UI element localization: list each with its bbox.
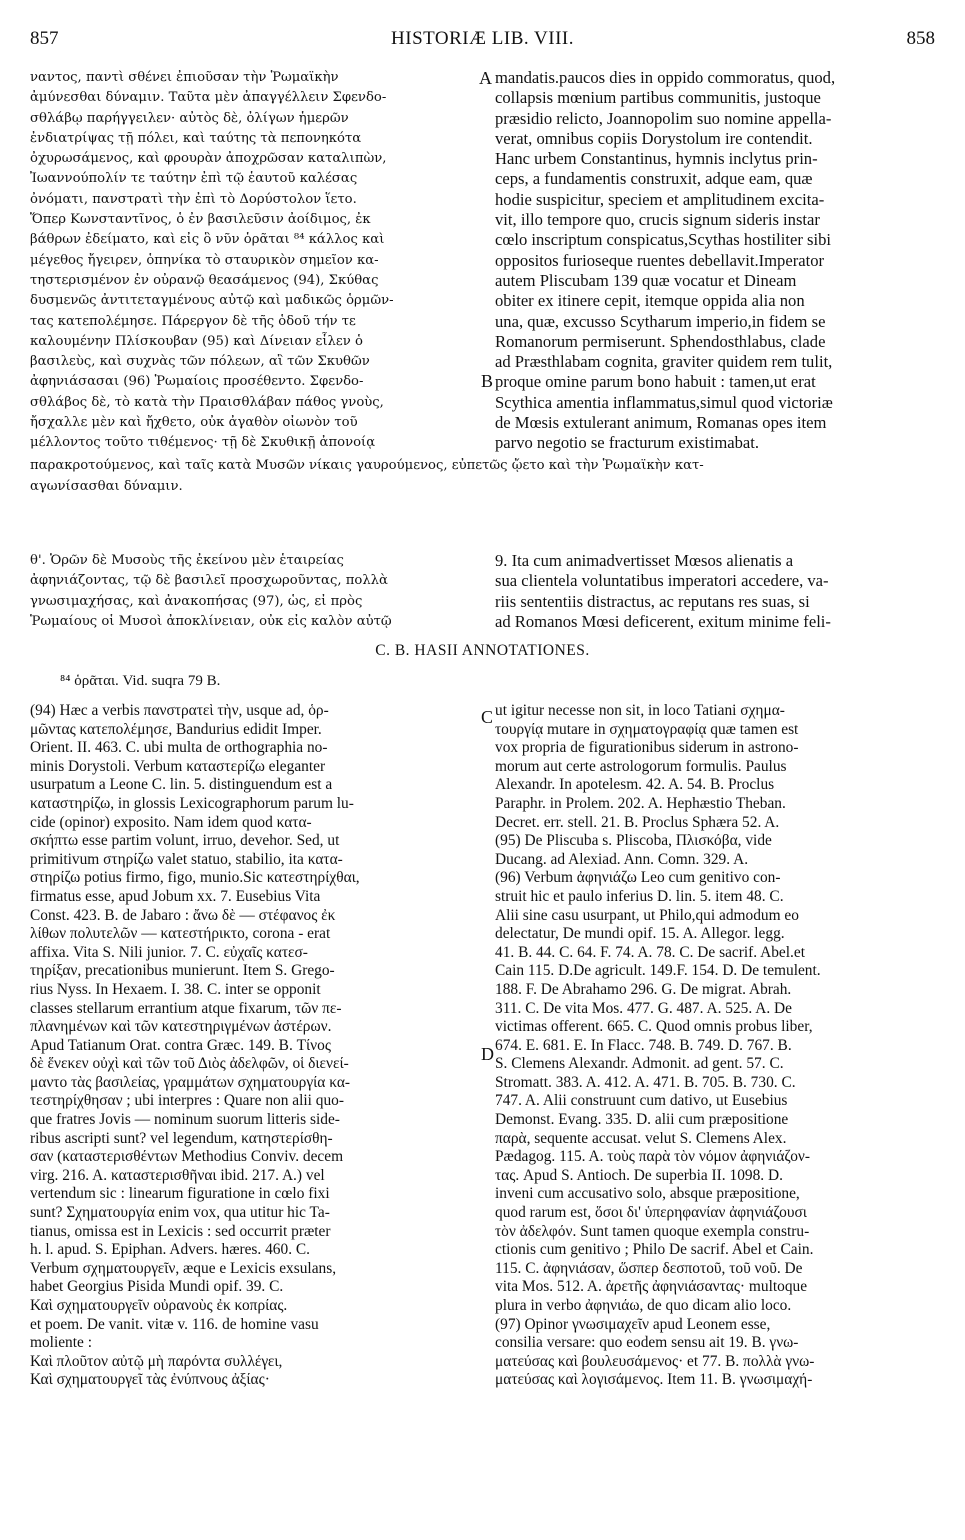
greek-line: τας κατεπολέμησε. Πάρεργον δὲ τῆς ὁδοῦ τήν τε [30, 313, 356, 329]
note-line: Paraphr. in Prolem. 202. A. Hephæstio Theban. [495, 794, 786, 812]
note-line: δὲ ἕνεκεν οὐχὶ καὶ τῶν τοῦ Διὸς ἀδελφῶν, οἱ διενεί- [30, 1055, 349, 1073]
greek-line: σθλάβῳ παρήγγειλεν· αὐτὸς δὲ, ὀλίγων ἡμερῶν [30, 110, 349, 126]
margin-marker-c: C [481, 707, 494, 727]
note-line: 747. A. Alii construunt cum dativo, ut Eusebius [495, 1092, 788, 1110]
greek-line: γνωσιμαχήσας, καὶ ἀνακοπήσας (97), ὡς, εἰ πρὸς [30, 593, 363, 609]
note-line: ut igitur necesse non sit, in loco Tatiani σχημα- [495, 702, 785, 719]
running-title: HISTORIÆ LIB. VIII. [391, 28, 574, 49]
page-number-left: 857 [30, 28, 59, 49]
latin-line: obiter ex itinere cepit, itemque oppida alia non [495, 291, 805, 311]
note-line: Orient. II. 463. C. ubi multa de orthographia no- [30, 739, 328, 757]
latin-line: hodie suspicitur, speciem et amplitudinem excita- [495, 189, 825, 209]
latin-text-column-2 [495, 551, 937, 635]
note-line: habet Georgius Pisida Mundi opif. 39. C. [30, 1278, 284, 1296]
note-line: Verbum σχηματουργεῖν, æque e Lexicis exsulans, [30, 1259, 337, 1277]
note-line: struit hic et paulo inferius D. lin. 5. item 48. C. [495, 887, 784, 905]
annotations-heading: C. B. HASII ANNOTATIONES. [375, 642, 590, 659]
note-line: πλανημένων καὶ τῶν κατεστηριγμένων ἀστέρων. [30, 1018, 332, 1036]
greek-line: βασιλεὺς, καὶ συχνὰς τῶν πόλεων, αἳ τῶν Σκυθῶν [30, 354, 370, 370]
greek-line: δυσμενῶς ἀντιτεταγμένους αὐτῷ καὶ μαδικῶς ὁρμῶν- [30, 293, 394, 309]
note-line: Alii sine casu usurpant, ut Philo,qui admodum eo [495, 906, 799, 924]
note-line: παρὰ, sequente accusat. velut S. Clemens Alex. [495, 1129, 787, 1147]
note-line: S. Clemens Alexandr. Admonit. ad gent. 57. C. [495, 1055, 784, 1073]
note-line: στηρίζω potius firmo, figo, munio.Sic κατεστηρίχθαι, [30, 869, 360, 887]
note-line: affixa. Vita S. Nili junior. 7. C. εὐχαῖς κατεσ- [30, 943, 308, 961]
spanning-greek-line: αγωνίσασθαι δύναμιν. [30, 479, 183, 494]
note-line: (95) De Pliscuba s. Pliscoba, Πλισκόβα, vide [495, 832, 772, 850]
note-line: virg. 216. A. καταστερισθῆναι ibid. 217. A.) vel [30, 1166, 325, 1184]
latin-line: parvo negotio se fracturum existimabat. [495, 433, 760, 453]
note-line: sunt? Σχηματουργία enim vox, qua utitur hic Ta- [30, 1204, 330, 1222]
greek-line: βάθρων ἐδείματο, καὶ εἰς ὃ νῦν ὁρᾶται ⁸⁴ κάλλος καὶ [30, 232, 385, 248]
note-line: 115. C. ἀφηνιάσαν, ὥσπερ δεσποτοῦ, τοῦ νοῦ. De [495, 1259, 803, 1277]
latin-line: sua clientela voluntatibus imperatori accedere, va- [495, 571, 829, 591]
latin-line: Romanorum permiserunt. Sphendosthlabus, clade [495, 331, 826, 351]
note-line: morum aut certe astrologorum formulis. Paulus [495, 757, 787, 775]
page-number-right: 858 [906, 28, 935, 49]
latin-line: collapsis mœnium partibus communitis, justoque [495, 88, 821, 108]
note-line: Stromatt. 383. A. 412. A. 471. B. 705. B. 730. C. [495, 1073, 796, 1091]
greek-line: ὀνόματι, πανστρατὶ τὴν ἐπὶ τὸ Δορύστολον ἵετο. [30, 191, 357, 207]
latin-line: 9. Ita cum animadvertisset Mœsos alienatis a [495, 551, 794, 570]
latin-line: autem Pliscubam 139 quæ vocatur et Dineam [495, 270, 797, 290]
latin-line: verat, omnibus copiis Dorystolum ire contendit. [495, 128, 813, 148]
latin-line: præsidio relicto, Joannopolim suo nomine appella- [495, 108, 832, 128]
margin-marker-b: B [481, 371, 494, 391]
note-line: vertendum sic : linearum figuratione in cœlo fixi [30, 1185, 330, 1203]
latin-line: oppositos furioseque ruentes debellavit.Imperator [495, 250, 825, 270]
latin-line: vit, illo tempore quo, crucis signum sideris instar [495, 210, 820, 230]
note-line: τὸν ἀδελφόν. Sunt tamen quoque exempla constru- [495, 1222, 810, 1240]
latin-text-column [495, 68, 937, 458]
note-line: quod rarum est, ὅσοι δι' ὑπερηφανίαν ἀφηνιάζουσι [495, 1204, 807, 1222]
latin-line: riis sententiis distractus, ac reputans res suas, si [495, 591, 810, 611]
note-line: (94) Hæc a verbis πανστρατεὶ τὴν, usque ad, ὁρ- [30, 702, 329, 719]
note-line: Καὶ σχηματουργεῖ τὰς ἐνύπνους ἀξίας· [30, 1371, 270, 1389]
greek-line: ἤσχαλλε μὲν καὶ ἤχθετο, οὐκ ἀγαθὸν οἰωνὸν τοῦ [30, 415, 358, 431]
greek-line: ἀφηνιάζοντας, τῷ δὲ βασιλεῖ προσχωροῦντας, πολλὰ [30, 573, 388, 589]
latin-line: de Mœsis extulerant animum, Romanas opes item [495, 413, 827, 433]
running-head [30, 28, 935, 56]
note-line: Apud Tatianum Orat. contra Græc. 149. B. Τίνος [30, 1036, 331, 1054]
spanning-greek-line: παρακροτούμενος, καὶ ταῖς κατὰ Μυσῶν νίκαις γαυρούμενος, εὐπετῶς ᾤετο καὶ τὴν Ῥωμαϊκὴν κατ- [30, 458, 704, 473]
note-line: firmatus esse, apud Jobum xx. 7. Eusebius Vita [30, 887, 321, 905]
latin-line: ad Romanos Mœsi deficerent, exitum minime feli- [495, 611, 831, 631]
greek-line: σθλάβος δὲ, τὸ κατὰ τὴν Πραισθλάβαν πάθος γνοὺς, [30, 394, 384, 410]
note-line: vita Mos. 512. A. ἀρετῆς ἀφηνιάσαντας· multoque [495, 1278, 808, 1296]
note-line: σαν (καταστερισθέντων Methodius Conviv. decem [30, 1148, 344, 1166]
latin-line: ceps, a fundamentis construxit, adque eam, quæ [495, 169, 813, 189]
note-line: delectatur, De mundi opif. 15. A. Allegor. legg. [495, 925, 785, 943]
greek-line: Ἰωαννούπολίν τε ταύτην ἐπὶ τῷ ἑαυτοῦ καλέσας [30, 171, 358, 187]
note-line: consilia versare: quo eodem sensu ait 19. B. γνω- [495, 1334, 799, 1352]
note-line: ματεύσας καὶ βουλευσάμενος· et 77. B. πολλὰ γνω- [495, 1352, 815, 1370]
note-line: minis Dorystoli. Verbum καταστερίζω eleganter [30, 757, 326, 775]
note-line: 188. F. De Abrahamo 296. G. De migrat. Abrah. [495, 980, 792, 998]
note-line: Cain 115. D.De agricult. 149.F. 154. D. De temulent. [495, 962, 821, 980]
note-line: 41. B. 44. C. 64. F. 74. A. 78. C. De sacrif. Abel.et [495, 943, 805, 961]
note-line: cide (opinor) exposito. Nam idem quod κατα- [30, 813, 312, 831]
note-line: inveni cum accusativo solo, absque præpositione, [495, 1185, 800, 1203]
greek-line: θ'. Ὁρῶν δὲ Μυσοὺς τῆς ἐκείνου μὲν ἑταιρείας [30, 553, 344, 568]
greek-line: καλουμένην Πλίσκουβαν (95) καὶ Δίνειαν εἷλεν ὁ [30, 333, 363, 349]
greek-text-column-2 [30, 551, 480, 635]
greek-line: μέλλοντος τοῦτο τιθέμενος· τῇ δὲ Σκυθικῇ ἀπονοίᾳ [30, 435, 376, 451]
latin-line: proque omine parum bono habuit : tamen,ut erat [495, 372, 816, 392]
latin-line: una, quæ, excusso Scytharum imperio,in fidem se [495, 311, 826, 331]
note-line: Demonst. Evang. 335. D. alii cum præpositione [495, 1111, 789, 1129]
note-line: λίθων πολυτελῶν — κατεστήρικτο, corona - erat [30, 925, 331, 943]
margin-marker-a: A [479, 68, 492, 88]
note-line: vox propria de figurationibus siderum in astrono- [495, 739, 799, 757]
margin-marker-d: D [481, 1044, 494, 1064]
note-line: Alexandr. In apotelesm. 42. A. 54. B. Proclus [495, 776, 775, 794]
latin-line: Scythica amentia inflammatus,simul quod victoriæ [495, 392, 833, 412]
note-line: (96) Verbum ἀφηνιάζω Leo cum genitivo con- [495, 869, 781, 887]
note-line: rius Nyss. In Hexaem. I. 38. C. inter se opponit [30, 980, 321, 998]
latin-line: cœlo inscriptum conspicatus,Scythas hostiliter sibi [495, 230, 831, 250]
annotation-notes-left [30, 702, 478, 1402]
note-line: Decret. err. stell. 21. B. Proclus Sphæra 52. A. [495, 813, 780, 831]
note-line: μαντο τὰς βασιλείας, γραμμάτων σχηματουργία κα- [30, 1073, 351, 1091]
greek-line: Ὅπερ Κωνσταντῖνος, ὁ ἐν βασιλεῦσιν ἀοίδιμος, ἐκ [30, 212, 371, 228]
greek-line: ἐνδιατρίψας τῇ πόλει, καὶ ταύτης τὰ πεπονηκότα [30, 130, 362, 146]
greek-line: ὀχυρωσάμενος, καὶ φρουρὰν ἀποχρῶσαν καταλιπὼν, [30, 151, 387, 167]
note-line: 311. C. De vita Mos. 477. G. 487. A. 525. A. De [495, 999, 792, 1017]
note-line: 674. E. 681. E. In Flacc. 748. B. 749. D. 767. B. [495, 1036, 792, 1054]
note-line: primitivum στηρίζω valet statuo, stabilio, ita κατα- [30, 850, 343, 868]
note-line: et poem. De vanit. vitæ v. 116. de homine vasu [30, 1315, 319, 1333]
greek-line: τηστερισμένον ἐν οὐρανῷ θεασάμενος (94), Σκύθας [30, 272, 379, 288]
note-line: τουργίᾳ mutare in σχηματογραφίᾳ quæ tamen est [495, 720, 799, 738]
note-line: τηρίξαν, precationibus munierunt. Item S. Grego- [30, 962, 335, 980]
note-line: victimas offerent. 665. C. Quod omnis probus liber, [495, 1018, 813, 1036]
note-line: h. l. apud. S. Epiphan. Advers. hæres. 460. C. [30, 1241, 311, 1259]
note-line: moliente : [30, 1334, 92, 1352]
note-line: plura in verbo ἀφηνιάω, de quo dicam alio loco. [495, 1297, 792, 1314]
note-line: tianus, omissa est in Lexicis : sed occurrit præter [30, 1222, 331, 1240]
note-line: (97) Opinor γνωσιμαχεῖν apud Leonem esse, [495, 1315, 771, 1333]
greek-line: μέγεθος ἤγειρεν, ὁπηνίκα τὸ σταυρικὸν σημεῖον κα- [30, 252, 379, 268]
note-line: ctionis cum genitivo ; Philo De sacrif. Abel et Cain. [495, 1241, 814, 1259]
note-line: Καὶ σχηματουργεῖν οὐρανοὺς ἐκ κοπρίας. [30, 1297, 288, 1314]
greek-line: ναντος, παντὶ σθένει ἐπιοῦσαν τὴν Ῥωμαϊκὴν [30, 70, 339, 85]
note-line: ribus ascripti sunt? vel legendum, κατηστερίσθη- [30, 1129, 333, 1147]
note-line: τεστηρίχθησαν ; ubi interpres : Quare non alii quo- [30, 1092, 344, 1110]
note-line: Ducang. ad Alexiad. Ann. Comn. 329. A. [495, 850, 749, 868]
note-line: usurpatum a Leone C. lin. 5. distinguendum est a [30, 776, 333, 794]
note-line: μῶντας κατεπολέμησε, Bandurius edidit Imper. [30, 720, 322, 738]
note-line: Const. 423. B. de Jabaro : ἄνω δὲ — στέφανος ἐκ [30, 906, 336, 924]
note-line: Pædagog. 115. A. τοὺς παρὰ τὸν νόμον ἀφηνιάζον- [495, 1148, 811, 1166]
note-line: que fratres Jovis — nominum suorum litteris side- [30, 1111, 340, 1129]
latin-line: Hanc urbem Constantinus, hymnis inclytus prin- [495, 149, 818, 169]
note-line: ματεύσας καὶ λογισάμενος. Item 11. B. γνωσιμαχή- [495, 1371, 813, 1389]
page [30, 28, 935, 1528]
greek-line: Ῥωμαίους οἱ Μυσοὶ ἀποκλίνειαν, οὐκ εἰς καλὸν αὐτῷ [30, 613, 392, 629]
greek-line: ἀφηνιάσασαι (96) Ῥωμαίοις προσέθεντο. Σφενδο- [30, 374, 364, 390]
latin-line: mandatis.paucos dies in oppido commoratus, quod, [495, 68, 836, 87]
note-line: Καὶ πλοῦτον αὐτῷ μὴ παρόντα συλλέγει, [30, 1352, 283, 1370]
note-line: σκήπτω esse partim volunt, irruo, devehor. Sed, ut [30, 832, 340, 850]
latin-line: ad Præsthlabam cognita, graviter quidem rem tulit, [495, 352, 833, 372]
note-line: classes stellarum errantium atque fixarum, τῶν πε- [30, 999, 342, 1017]
annotation-notes-right [495, 702, 937, 1402]
note-line: καταστηρίζω, in glossis Lexicographorum parum lu- [30, 794, 354, 812]
footnote-84: ⁸⁴ ὁρᾶται. Vid. suqra 79 B. [60, 673, 221, 689]
note-line: τας. Apud S. Antioch. De superbia II. 1098. D. [495, 1166, 783, 1184]
greek-line: ἀμύνεσθαι δύναμιν. Ταῦτα μὲν ἀπαγγέλλειν Σφενδο- [30, 90, 387, 106]
greek-text-column [30, 68, 480, 458]
